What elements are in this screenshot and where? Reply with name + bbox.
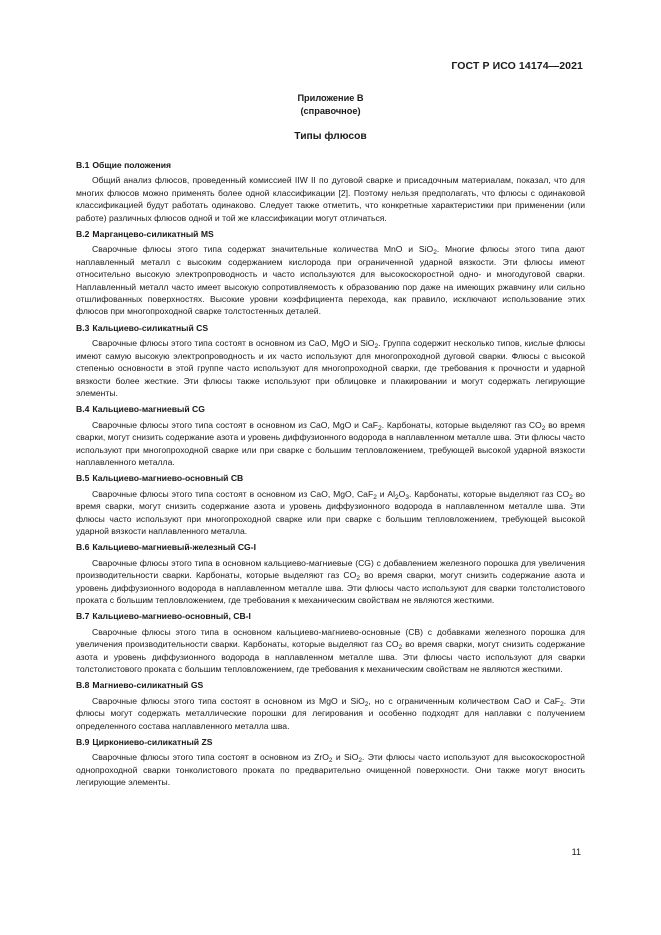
section-title: Кальциево-магниевый CG: [92, 404, 205, 415]
section-heading: [76, 541, 585, 553]
section-number: B.2: [76, 229, 90, 240]
section-heading: [76, 322, 585, 334]
section-paragraph: Сварочные флюсы этого типа в основном кальциево-магниево-основные (CB) с добавками железного порошка для увеличения производительности сварки. Карбонаты, которые выделяют газ $CO_2$ во время сварки, могут снизить содержание азота и уровень диффузионного водорода в наплавленном металле шва. Эти флюсы часто используют для сварки толстолистового проката с большим тепловложением, где требования к механическим свойствам не являются жесткими.: [76, 626, 586, 675]
annex-title: Типы флюсов: [294, 131, 367, 142]
section-heading: [76, 610, 585, 622]
section-number: B.7: [76, 611, 90, 622]
section-number: B.9: [76, 737, 90, 748]
section-title: Кальциево-магниевый-железный CG-I: [92, 542, 256, 553]
annex-kind: (справочное): [300, 105, 361, 116]
section-paragraph: Сварочные флюсы этого типа содержат значительные количества MnO и SiO$_2$. Многие флюсы этого типа дают наплавленный металл с высоким содержанием кислорода при ограниченной ударной вязкости. Эти флюсы имеют относительно высокую электропроводность и часто используются для высокоскоростной одно- и многодуговой сварки. Наплавленный металл часто имеет высокую сопротивляемость к образованию пор даже на имеющих ржавчину или сильно отшлифованных поверхностях. Высокие уровни коэффициента перехода, как правило, исключают использование этих флюсов при многопроходной сварке толстостенных деталей.: [76, 244, 585, 317]
section-number: B.8: [76, 680, 90, 691]
annex-name: Приложение B: [297, 93, 364, 103]
section-paragraph: Сварочные флюсы этого типа состоят в основном из CaO, MgO и CaF$_2$. Карбонаты, которые выделяют газ $CO_2$ во время сварки, могут снизить содержание азота и уровень диффузионного водорода в наплавленном металле шва. Эти флюсы часто используют при многопроходной сварке или при сварке с большим тепловложением, требующей высокой ударной вязкости наплавленного металла.: [76, 419, 585, 467]
section-title: Марганцево-силикатный MS: [92, 229, 214, 240]
section-number: B.1: [76, 160, 90, 170]
section-paragraph: Сварочные флюсы этого типа состоят в основном из ZrO$_2$ и SiO$_2$. Эти флюсы часто используют для высокоскоростной однопроходной сварки тонколистового проката по предварительно очищенной поверхности. Они также могут вносить легирующие элементы.: [76, 752, 585, 788]
section-heading: [76, 228, 585, 240]
section-paragraph: Сварочные флюсы этого типа состоят в основном из MgO и SiO$_2$, но с ограниченным количеством CaO и CaF$_2$. Эти флюсы могут содержать металлические порошки для легирования и особенно подходят для наплавки с получением определенного состава наплавленного металла шва.: [76, 695, 585, 731]
section-number: B.5: [76, 473, 90, 484]
section-paragraph: Сварочные флюсы этого типа состоят в основном из CaO, MgO и SiO$_2$. Группа содержит несколько типов, кислые флюсы имеют самую высокую электропроводность и их часто используют для многопроходной дуговой сварки. Флюсы с высокой степенью основности в этой группе часто используют для многопроходной сварки, где требования к прочности и ударной вязкости более жесткие. Эти флюсы также используют при облицовке и плакировании и могут содержать легирующие элементы.: [76, 338, 586, 398]
section-number: B.6: [76, 542, 90, 553]
sections-body: [76, 159, 585, 793]
section-heading: [76, 472, 585, 484]
section-paragraph: Сварочные флюсы этого типа в основном кальциево-магниевые (CG) с добавлением железного порошка для увеличения производительности сварки. Карбонаты, которые выделяют газ $CO_2$ во время сварки, могут снизить содержание азота и уровень диффузионного водорода в наплавленном металле шва. Эти флюсы часто используют для сварки толстолистового проката с большим тепловложением, где требования к механическим свойствам не являются жесткими.: [76, 557, 585, 605]
section-title: Циркониево-силикатный ZS: [92, 737, 213, 748]
standard-header: ГОСТ Р ИСО 14174—2021: [451, 60, 583, 72]
section-title: Общие положения: [92, 160, 172, 170]
section-title: Кальциево-магниево-основный, CB-I: [92, 611, 251, 622]
section-paragraph: Сварочные флюсы этого типа состоят в основном из CaO, MgO, CaF$_2$ и $Al_2O_3$. Карбонаты, которые выделяют газ $CO_2$ во время сварки, могут снизить содержание азота и уровень диффузионного водорода в наплавленном металле шва. Эти флюсы часто используют при многопроходной сварке или при сварке с большим тепловложением, требующей высокой ударной вязкости наплавленного металла.: [76, 488, 586, 536]
page-number: 11: [571, 847, 581, 857]
section-paragraph: Общий анализ флюсов, проведенный комиссией IIW II по дуговой сварке и присадочным материалам, показал, что для многих флюсов можно применять более одной классификации [2]. Поэтому нельзя предполагать, что флюсы с одинаковой классификацией будут работать одинаково. Следует также отметить, что конкретные характеристики при применении (или работе) различных флюсов одной и той же классификации могут отличаться.: [76, 175, 585, 223]
section-heading: [76, 403, 585, 415]
section-heading: [76, 736, 585, 748]
section-number: B.3: [76, 322, 90, 333]
section-title: Магниево-силикатный GS: [92, 680, 204, 691]
section-heading: [76, 679, 585, 691]
section-heading: [76, 159, 585, 171]
section-title: Кальциево-силикатный CS: [92, 322, 209, 333]
section-number: B.4: [76, 404, 90, 415]
section-title: Кальциево-магниево-основный CB: [92, 473, 244, 484]
annex-heading: [0, 92, 661, 117]
